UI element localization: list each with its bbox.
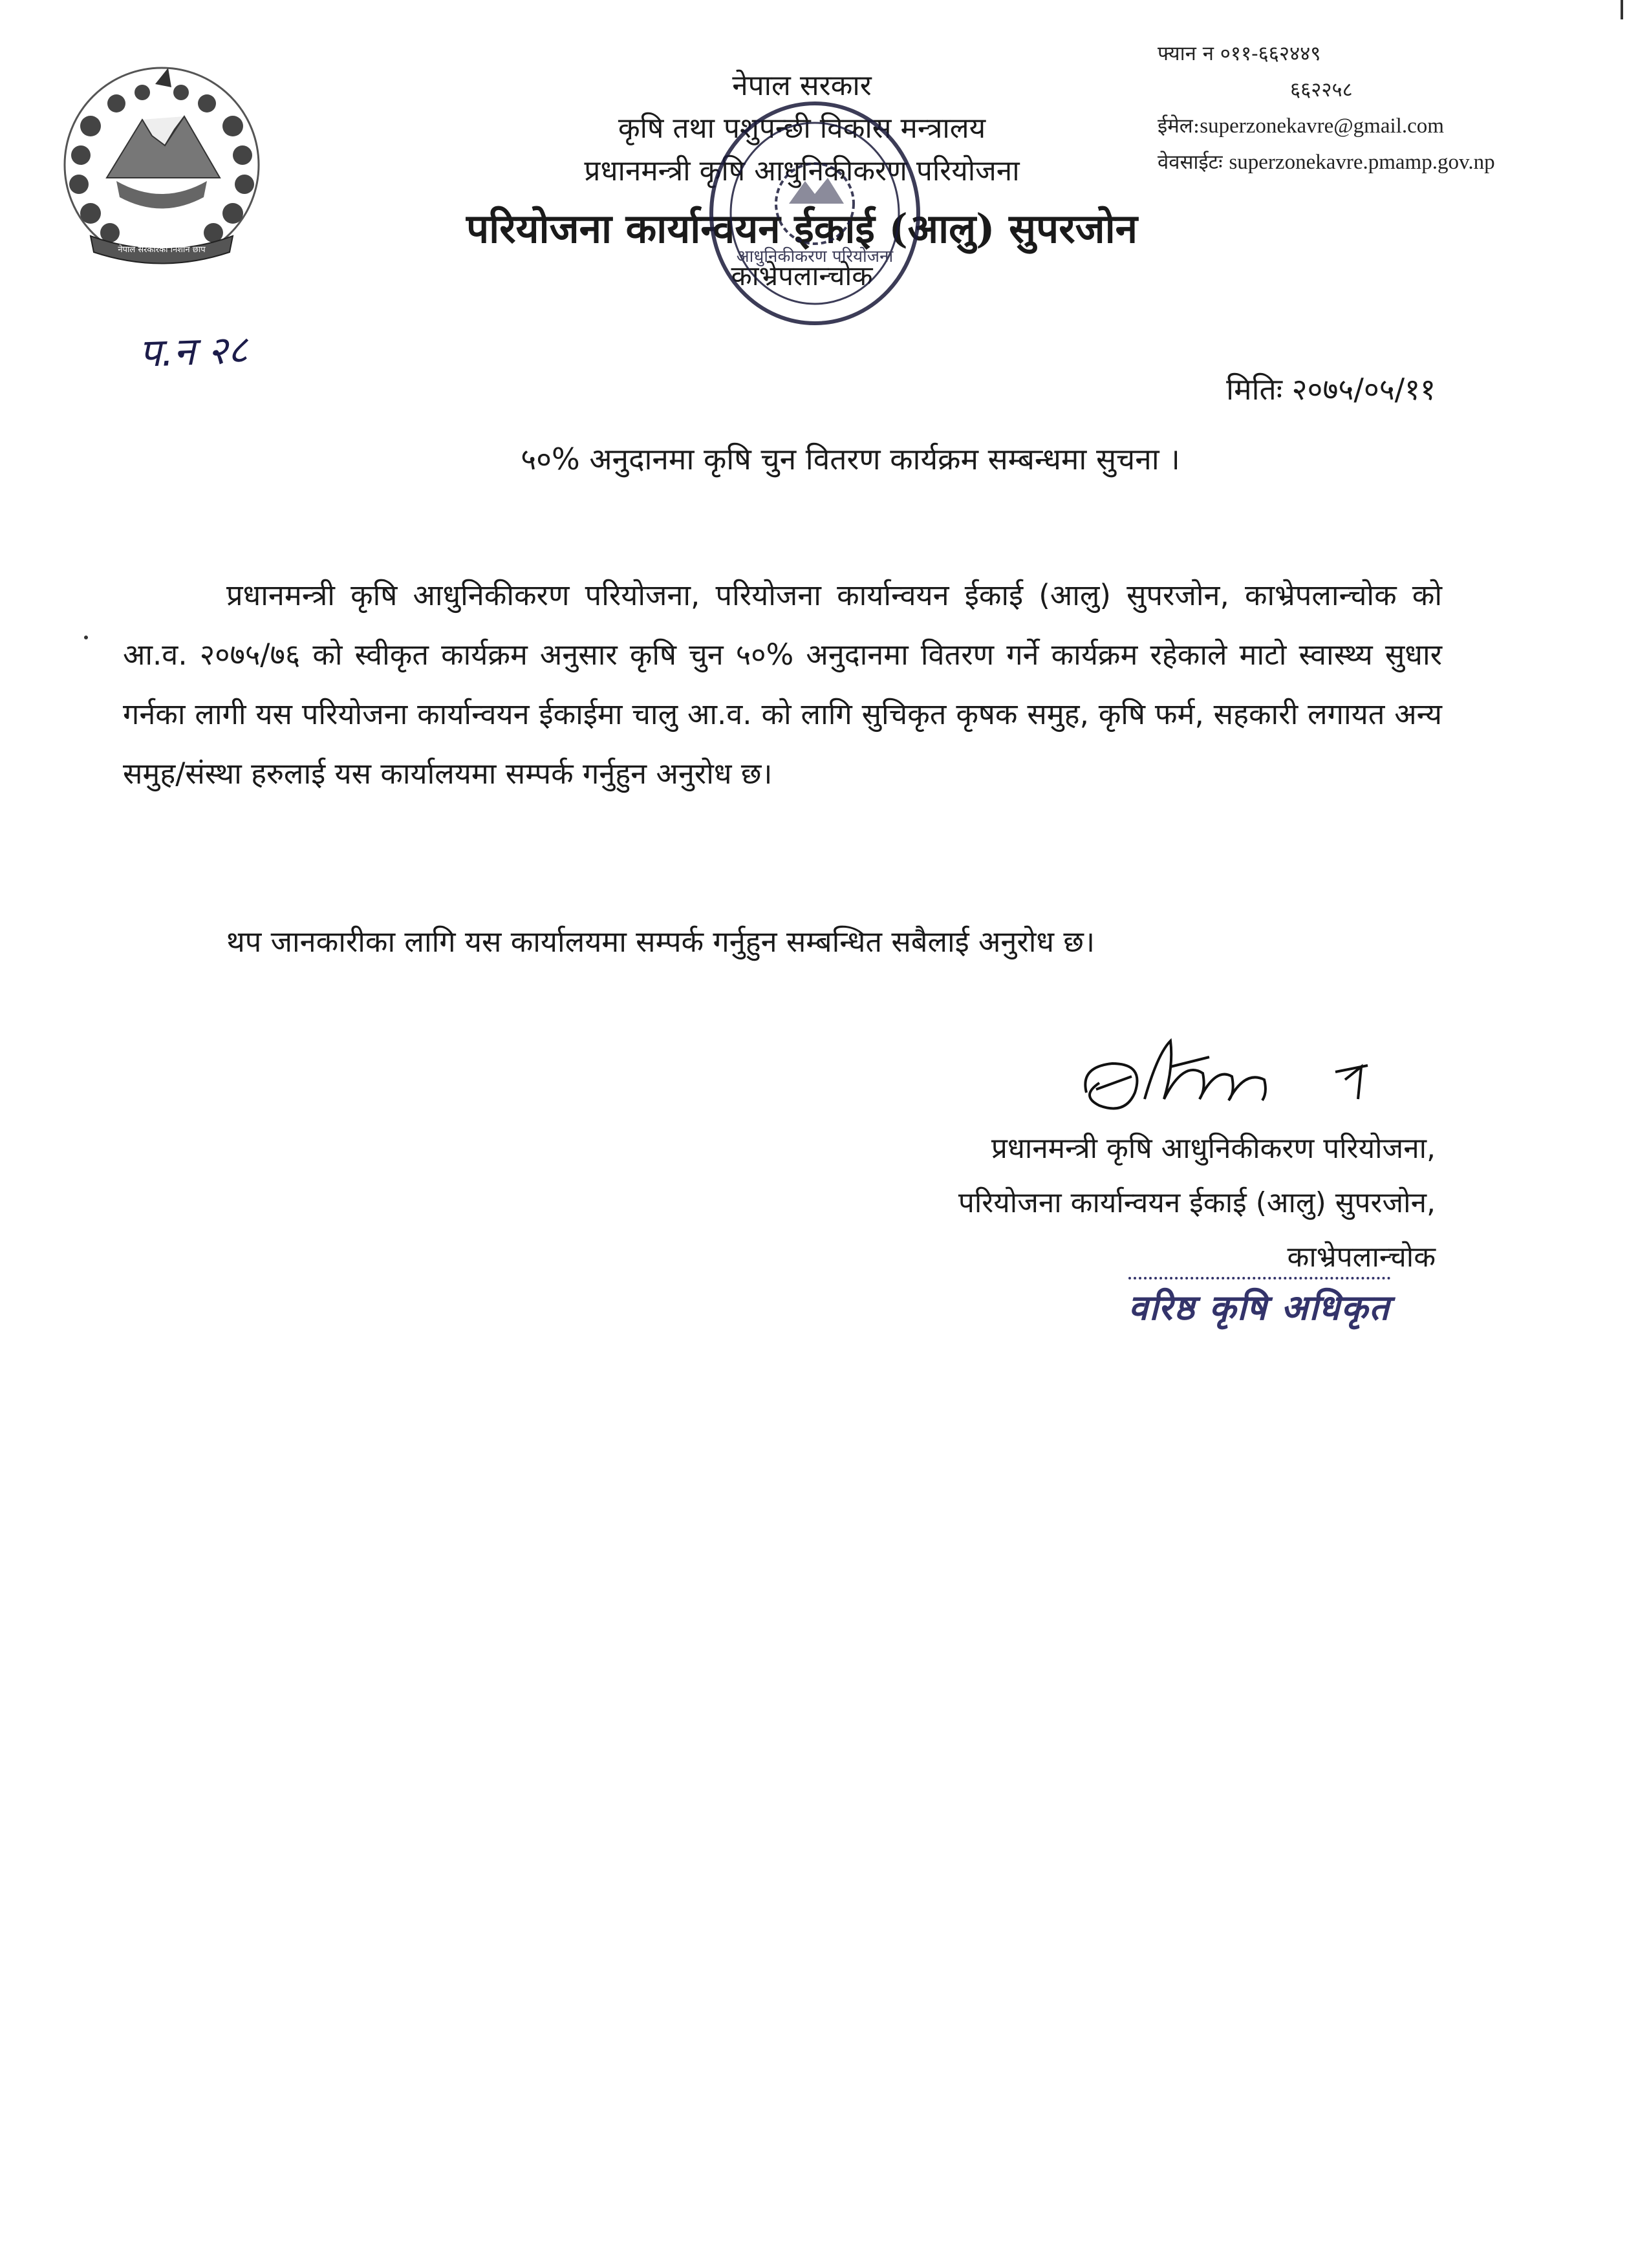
handwritten-signature-icon [1073, 1028, 1410, 1125]
page-edge-mark [1621, 0, 1623, 19]
website-line [1158, 144, 1623, 180]
letter-body [123, 566, 1442, 804]
project-name: प्रधानमन्त्री कृषि आधुनिकीकरण परियोजना [584, 155, 1020, 187]
emblem-caption: नेपाल सरकारको निशान छाप [118, 245, 206, 255]
website-label: वेवसाईटः [1158, 151, 1223, 174]
body-paragraph-2: थप जानकारीका लागि यस कार्यालयमा सम्पर्क गर्नुहुन सम्बन्धित सबैलाई अनुरोध छ। [226, 925, 1095, 959]
signoff-unit: परियोजना कार्यान्वयन ईकाई (आलु) सुपरजोन, [958, 1186, 1436, 1219]
signoff-block [958, 1122, 1436, 1285]
office-stamp-icon [698, 91, 931, 336]
reference-number: प.न २८ [138, 327, 249, 376]
email-line [1158, 108, 1623, 144]
phone-number-2: ६६२२५८ [1290, 78, 1353, 102]
email-address[interactable]: superzonekavre@gmail.com [1200, 114, 1444, 138]
letter-subject: ५०% अनुदानमा कृषि चुन वितरण कार्यक्रम सम्बन्धमा सुचना । [521, 442, 1180, 476]
website-address[interactable]: superzonekavre.pmamp.gov.np [1229, 151, 1495, 174]
margin-dot [84, 636, 88, 639]
unit-name: परियोजना कार्यान्वयन ईकाई (आलु) सुपरजोन [466, 205, 1138, 252]
phone-number: फ्यान न ०११-६६२४४९ [1158, 42, 1321, 65]
contact-block [1158, 36, 1623, 180]
district-name: काभ्रेपलान्चोक [731, 260, 873, 292]
signoff-district: काभ्रेपलान्चोक [1287, 1241, 1436, 1274]
signoff-project: प्रधानमन्त्री कृषि आधुनिकीकरण परियोजना, [991, 1132, 1436, 1165]
body-paragraph-1: प्रधानमन्त्री कृषि आधुनिकीकरण परियोजना, परियोजना कार्यान्वयन ईकाई (आलु) सुपरजोन, काभ्रेपलान्चोक को आ.व. २०७५/७६ को स्वीकृत कार्यक्रम अनुसार कृषि चुन ५०% अनुदानमा वितरण गर्ने कार्यक्रम रहेकाले माटो स्वास्थ्य सुधार गर्नका लागी यस परियोजना कार्यान्वयन ईकाईमा चालु आ.व. को लागि सुचिकृत कृषक समुह, कृषि फर्म, सहकारी लगायत अन्य समुह/संस्था हरुलाई यस कार्यालयमा सम्पर्क गर्नुहुन अनुरोध छ। [123, 578, 1442, 791]
designation-stamp: वरिष्ठ कृषि अधिकृत [1128, 1277, 1390, 1330]
ministry-name: कृषि तथा पशुपन्छी विकास मन्त्रालय [618, 112, 986, 145]
letter-date: मितिः २०७५/०५/११ [1226, 372, 1436, 407]
email-label: ईमेल: [1158, 114, 1200, 138]
stamp-text: आधुनिकीकरण परियोजना [736, 247, 894, 266]
government-name: नेपाल सरकार [732, 69, 872, 102]
nepal-emblem-icon [45, 48, 278, 281]
